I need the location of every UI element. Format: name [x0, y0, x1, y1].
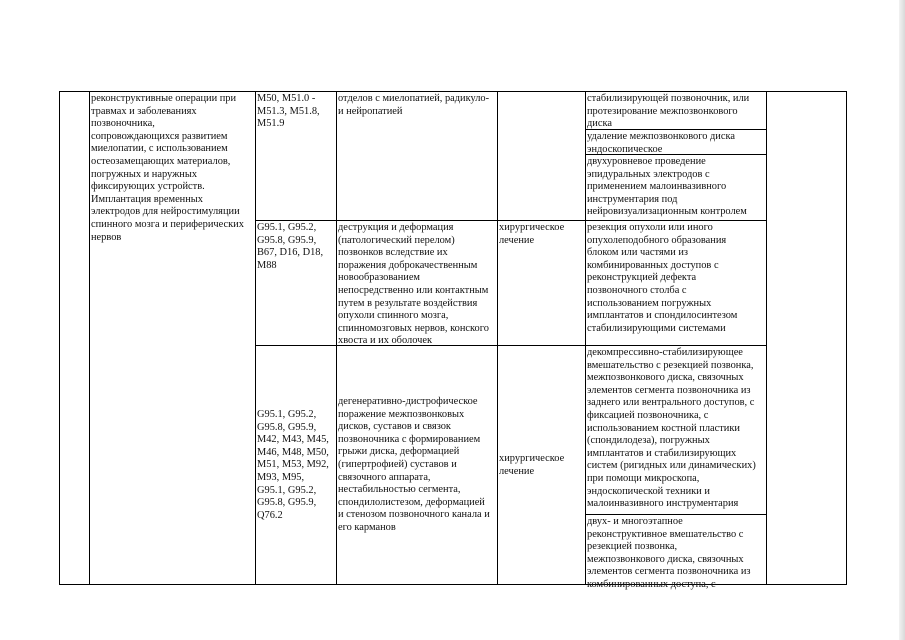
row3-method-2-cell: двух- и многоэтапное реконструктивное вмешательство с резекцией позвонка, межпозвонкового диска, связочных элементов сегмента позвоночника из комбинированных доступа, с — [587, 516, 751, 590]
row-divider-2 — [255, 345, 766, 346]
col-divider-6 — [766, 91, 767, 585]
table-border-bottom — [59, 584, 847, 585]
table-border-top — [59, 91, 847, 92]
row3-method-1-cell: декомпрессивно-стабилизирующее вмешательство с резекцией позвонка, межпозвонкового диска, связочных элементов сегмента позвоночника из заднего или вентрального доступов, с фиксацией позвоночника, с использованием костной пластики (спондилодеза), погружных имплантатов и стабилизирующих систем (ригидных или динамических) при помощи микроскопа, эндоскопической техники и малоинвазивного инструментария — [587, 347, 756, 510]
row1-method-2-cell: удаление межпозвонкового диска эндоскопическое — [587, 131, 735, 155]
row2-treatment-cell: хирургическое лечение — [499, 222, 565, 246]
col-divider-2 — [255, 91, 256, 585]
row2-method-1-cell: резекция опухоли или иного опухолеподобного образования блоком или частями из комбинированных доступов с реконструкцией дефекта позвоночного столба с использованием погружных имплантатов и спондилосинтезом стабилизирующими системами — [587, 222, 738, 334]
table-border-right — [846, 91, 847, 585]
method-divider-3 — [585, 514, 766, 515]
row-divider-1 — [255, 220, 766, 221]
row2-codes-cell: G95.1, G95.2, G95.8, G95.9, B67, D16, D18, M88 — [257, 222, 324, 271]
row1-method-3-cell: двухуровневое проведение эпидуральных электродов с применением малоинвазивного инструментария под нейровизуализационным контролем — [587, 156, 747, 218]
col-divider-4 — [497, 91, 498, 585]
row3-codes-cell: G95.1, G95.2, G95.8, G95.9, M42, M43, M45, M46, M48, M50, M51, M53, M92, M93, M95, G95.1, G95.2, G95.8, G95.9, Q76.2 — [257, 409, 329, 521]
col-divider-5 — [585, 91, 586, 585]
row1-method-1-cell: стабилизирующей позвоночник, или протезирование межпозвонкового диска — [587, 93, 750, 130]
method-divider-1 — [585, 129, 766, 130]
row1-treatment-cell — [499, 93, 584, 219]
table-border-left — [59, 91, 60, 585]
page-edge-shadow — [899, 0, 905, 640]
operation-description-cell: реконструктивные операции при травмах и заболеваниях позвоночника, сопровождающихся развитием миелопатии, с использованием остеозамещающих материалов, погружных и наружных фиксирующих устройств. Имплантация временных электродов для нейростимуляции спинного мозга и периферических нервов — [91, 93, 244, 243]
row3-diagnosis-cell: дегенеративно-дистрофическое поражение межпозвонковых дисков, суставов и связок позвоночника с формированием грыжи диска, деформацией (гипертрофией) суставов и связочного аппарата, нестабильностью сегмента, спондилолистезом, деформацией и стенозом позвоночного канала и его карманов — [338, 396, 490, 533]
row2-diagnosis-cell: деструкция и деформация (патологический перелом) позвонков вследствие их поражения доброкачественным новообразованием непосредственно или контактным путем в результате воздействия опухоли спинного мозга, спинномозговых нервов, конского хвоста и их оболочек — [338, 222, 489, 347]
col-divider-3 — [336, 91, 337, 585]
row1-diagnosis-cell: отделов с миелопатией, радикуло- и нейропатией — [338, 93, 490, 117]
row1-codes-cell: M50, M51.0 - M51.3, M51.8, M51.9 — [257, 93, 320, 130]
row3-treatment-cell: хирургическое лечение — [499, 453, 565, 477]
col-divider-1 — [89, 91, 90, 585]
